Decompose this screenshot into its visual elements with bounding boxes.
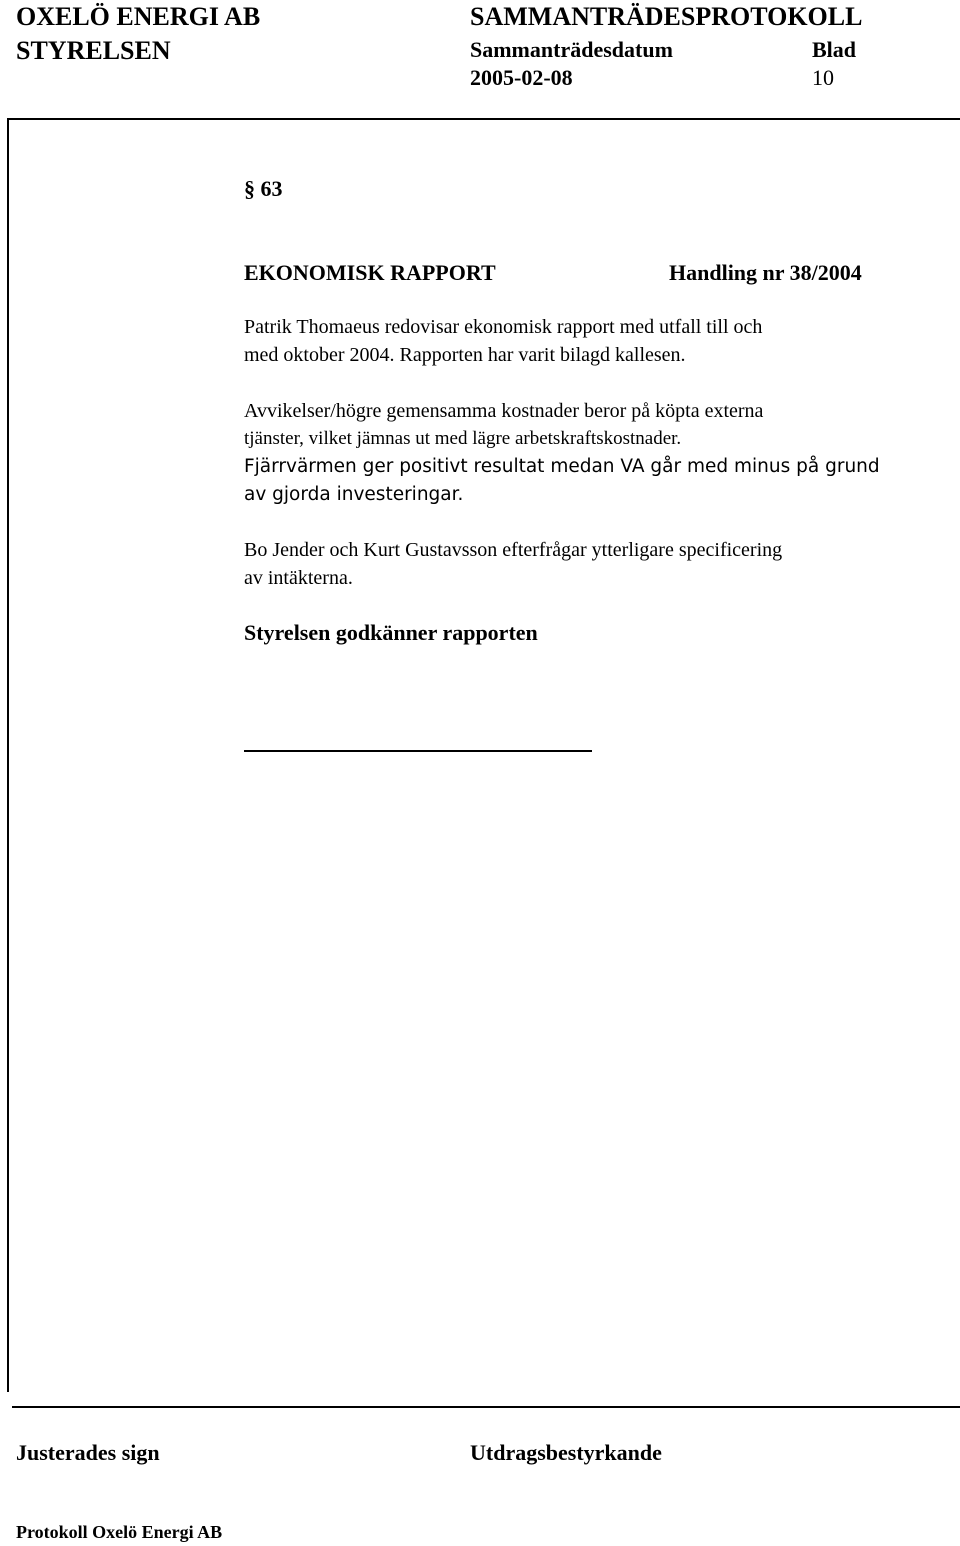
page-label: Blad (812, 37, 857, 62)
paragraph-number: § 63 (244, 176, 283, 201)
footer-rule (12, 1406, 960, 1408)
board-name: STYRELSEN (16, 36, 171, 65)
frame-left-rule (7, 118, 9, 1392)
protocol-footer: Protokoll Oxelö Energi AB (16, 1522, 223, 1542)
intro-line: med oktober 2004. Rapporten har varit bilagd kallesen. (244, 344, 686, 366)
extract-certification-label: Utdragsbestyrkande (470, 1440, 662, 1465)
deviation-line: av gjorda investeringar. (244, 484, 464, 505)
page-number: 10 (812, 65, 834, 90)
meeting-date-label: Sammanträdesdatum (470, 37, 673, 62)
deviation-line: tjänster, vilket jämnas ut med lägre arbetskraftskostnader. (244, 428, 682, 449)
section-title: EKONOMISK RAPPORT (244, 260, 496, 285)
inquiry-line: Bo Jender och Kurt Gustavsson efterfrågar ytterligare specificering (244, 539, 783, 561)
inquiry-line: av intäkterna. (244, 567, 353, 589)
document-type: SAMMANTRÄDESPROTOKOLL (470, 2, 863, 31)
decision: Styrelsen godkänner rapporten (244, 620, 538, 645)
deviation-line: Avvikelser/högre gemensamma kostnader beror på köpta externa (244, 400, 764, 422)
adjusted-sign-label: Justerades sign (16, 1440, 160, 1465)
meeting-date: 2005-02-08 (470, 65, 573, 90)
frame-top-rule (7, 118, 960, 120)
intro-line: Patrik Thomaeus redovisar ekonomisk rapport med utfall till och (244, 316, 763, 338)
signature-line (244, 750, 592, 752)
section-reference: Handling nr 38/2004 (669, 260, 862, 285)
deviation-line: Fjärrvärmen ger positivt resultat medan VA går med minus på grund (244, 456, 880, 477)
company-name: OXELÖ ENERGI AB (16, 2, 261, 31)
